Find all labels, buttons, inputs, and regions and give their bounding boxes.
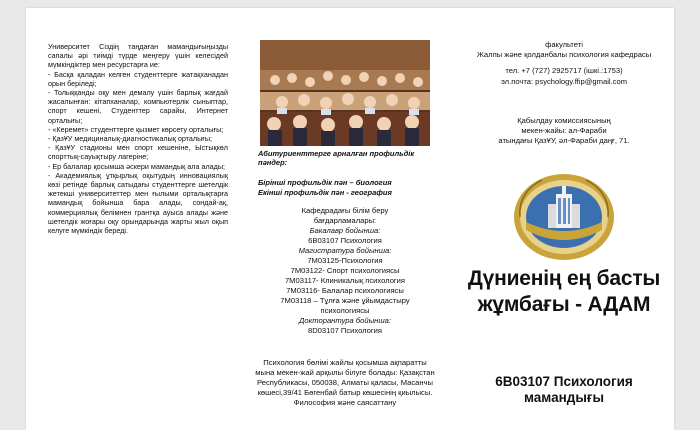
programs-heading: Кафедрадағы білім беру бағдарламалары: xyxy=(301,206,389,225)
resource-item: - Академиялық ұтқырлық оқытудың инновациялық көзі ретінде барлық сатыдағы студенттерге шетелдік жетекші университеттер мен ғылыми орталықтарға мамандық бойынша бара алады, сондай-ақ, коммерциялық белімнен грантқа ауыса алады және шетелдік жоғары оқу орындарында жарты жыл оқып келуге мүмкіндік береді. xyxy=(48,170,228,236)
brochure-sheet xyxy=(26,8,674,430)
admission-line: атындағы ҚазҰУ, әл-Фараби даңғ, 71. xyxy=(498,136,630,146)
email-text: эл.почта: psychology.ffip@gmail.com xyxy=(500,76,628,86)
resource-item: - Ер балалар қосымша әскери мамандық ала алады; xyxy=(48,161,226,171)
doctor-label: Докторантура бойынша: xyxy=(299,316,391,325)
admission-line: мекен-жайы: ал-Фараби xyxy=(521,126,607,136)
resource-item: - Толыққанды оқу мен демалу үшін барлық жағдай жасалынған: кітапханалар, компьютерлік сыныптар, спорт кешені, Студенттер сарайы, Интернет орталығы; xyxy=(48,88,228,125)
contact-text: Психология бөлімі жайлы қосымша ақпаратты мына мекен-жай арқылы білуге болады: Қазақстан Республикасы, 050038, Алматы қаласы, Масанчы көшесі,39/41 Бөгенбай батыр көшесінің қиылысы. Философия және саясаттану xyxy=(255,358,435,407)
master-program: 7М03125-Психология xyxy=(307,256,383,265)
university-seal-icon xyxy=(512,172,616,262)
department-name: Жалпы және қолданбалы психология кафедрасы xyxy=(476,50,652,60)
phone-text: тел. +7 (727) 2925717 (ішкі.:1753) xyxy=(505,66,623,76)
master-program: 7М03122- Спорт психологиясы xyxy=(290,266,400,275)
faculty-text: факультеті xyxy=(545,40,583,49)
doctor-program: 8D03107 Психология xyxy=(307,326,383,335)
profile-subject-2: Екінші профильдік пән - география xyxy=(258,188,392,197)
resource-item: - Басқа қаладан келген студенттерге жатақханадан орын беріледі; xyxy=(48,69,228,88)
profile-subjects-heading: Абитуриенттерге арналған профильдік пәндер: xyxy=(258,149,415,167)
profile-subject-1: Бірінші профильдік пән – биология xyxy=(258,178,392,187)
right-column xyxy=(454,8,674,430)
resource-item: - ҚазҰУ стадионы мен спорт кешеніне, Ыстықкөл спорттық-сауықтыру лагеріне; xyxy=(48,143,228,162)
middle-column xyxy=(236,8,454,430)
programs-block xyxy=(236,206,454,336)
contacts-block xyxy=(454,40,674,87)
resources-intro: Университет Сіздің таңдаған мамандығыңызды сапалы әрі тиімді түрде меңгеру үшін келесідей мүмкіндіктер мен ресурстарға ие: xyxy=(48,42,228,70)
admission-line: Қабылдау комиссиясының xyxy=(517,116,611,125)
master-program: 7М03116- Балалар психологиясы xyxy=(286,286,404,295)
resource-item: - ҚазҰУ медициналық-диагностикалық орталығы; xyxy=(48,134,213,144)
resource-item: - «Керемет» студенттерге қызмет көрсету орталығы; xyxy=(48,124,224,134)
specialty-title: 6В03107 Психология мамандығы xyxy=(495,374,633,405)
left-column xyxy=(26,8,236,430)
master-label: Магистратура бойынша: xyxy=(298,246,392,255)
master-program: 7М03117- Клиникалық психология xyxy=(284,276,406,285)
brochure-title: Дүниенің ең басты жұмбағы - АДАМ xyxy=(467,267,661,316)
group-photo xyxy=(260,40,430,146)
bachelor-program: 6В03107 Психология xyxy=(308,236,382,245)
admission-block xyxy=(454,116,674,147)
university-resources-text xyxy=(48,42,228,235)
master-program: 7М03118 – Тұлға және ұйымдастыру психологиясы xyxy=(280,296,410,315)
bachelor-label: Бакалавр бойынша: xyxy=(309,226,381,235)
